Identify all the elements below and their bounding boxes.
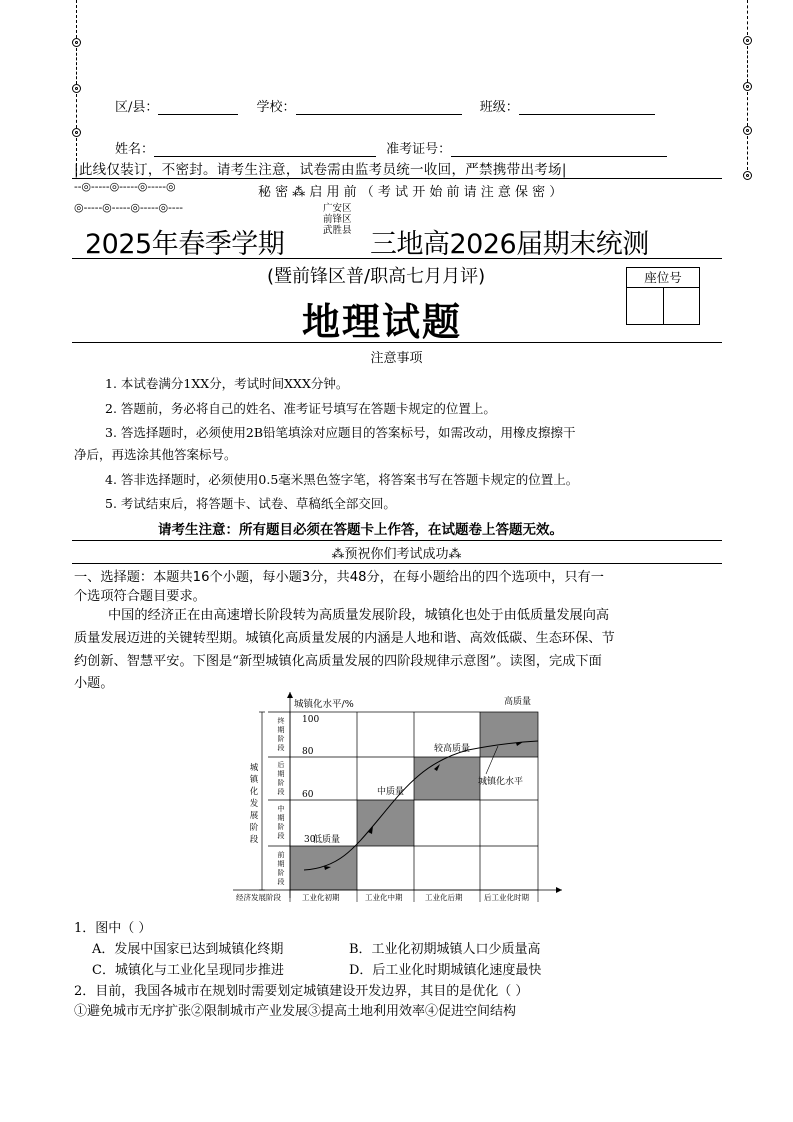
name-field[interactable] (154, 142, 376, 157)
notice-item-3: 3. 答选择题时，必须使用2B铅笔填涂对应题目的答案标号，如需改动，用橡皮擦擦干 (105, 425, 576, 440)
binding-line (72, 178, 722, 179)
seat-number-label: 座位号 (627, 268, 699, 288)
good-luck-line: ⁂预祝你们考试成功⁂ (331, 547, 462, 562)
curve-label: 城镇化水平 (478, 777, 524, 787)
notice-heading: 注意事项 (370, 351, 423, 366)
subject-title: 地理试题 (302, 300, 463, 344)
x-stage-3: 工业化后期 (425, 893, 463, 902)
y-tick-60: 60 (302, 790, 314, 800)
x-stage-2: 工业化中期 (365, 893, 403, 902)
question-1-stem: 1．图中（ ） (74, 921, 152, 936)
x-axis-title: 经济发展阶段 (236, 893, 281, 902)
passage-line-1: 中国的经济正在由高速增长阶段转为高质量发展阶段，城镇化也处于由低质量发展向高 (108, 608, 610, 623)
cell-low-quality (290, 846, 357, 890)
confidential-notice: 秘 密 ⁂ 启 用 前 （ 考 试 开 始 前 请 注 意 保 密 ） (258, 185, 563, 200)
notice-item-2: 2. 答题前，务必将自己的姓名、准考证号填写在答题卡规定的位置上。 (105, 401, 496, 416)
passage-line-4: 小题。 (74, 676, 114, 691)
chain-decoration-1: --◎-----◎-----◎-----◎ (74, 180, 176, 193)
x-axis-arrow (556, 887, 562, 893)
y-stage-middle: 中期阶段 (277, 805, 285, 840)
school-label: 学校： (256, 100, 296, 115)
seat-number-divider (663, 287, 664, 325)
y-tick-30: 30 (304, 835, 316, 845)
section-top-rule (72, 563, 722, 564)
exam-title-right: 三地高2026届期末统测 (370, 229, 649, 260)
title-rule (72, 258, 722, 259)
district-list (323, 203, 352, 236)
question-2-statements: ①避免城市无序扩张②限制城市产业发展③提高土地利用效率④促进空间结构 (74, 1004, 517, 1019)
x-stage-4: 后工业化时期 (484, 893, 529, 902)
class-field[interactable] (519, 100, 655, 115)
passage-line-3: 约创新、智慧平安。下图是“新型城镇化高质量发展的四阶段规律示意图”。读图，完成下面 (74, 654, 602, 669)
y-tick-80: 80 (302, 747, 314, 757)
y-axis-label: 城镇化水平/% (294, 699, 354, 710)
class-label: 班级： (479, 100, 519, 115)
notice-top-rule (72, 342, 722, 343)
cell-higher-quality (414, 757, 480, 800)
seat-number-box (626, 267, 700, 325)
chain-decoration-2: ◎-----◎-----◎-----◎---- (74, 201, 184, 214)
label-low-quality: 低质量 (313, 835, 341, 845)
y-stage-final: 终期阶段 (277, 717, 285, 752)
student-info-row2 (115, 138, 667, 157)
district-field[interactable] (158, 100, 238, 115)
district-3: 武胜县 (323, 225, 352, 236)
section-heading-line1: 一、选择题：本题共16个小题，每小题3分，共48分，在每小题给出的四个选项中，只有一 (74, 570, 604, 585)
label-high-quality: 高质量 (504, 697, 532, 707)
notice-item-1: 1. 本试卷满分1XX分，考试时间XXX分钟。 (105, 376, 349, 391)
name-label: 姓名： (115, 142, 155, 157)
cell-mid-quality (357, 800, 414, 846)
binding-warning: |此线仅装订，不密封。请考生注意，试卷需由监考员统一收回，严禁携带出考场| (74, 162, 567, 178)
notice-item-5: 5. 考试结束后，将答题卡、试卷、草稿纸全部交回。 (105, 496, 396, 511)
passage-line-2: 质量发展迈进的关键转型期。城镇化高质量发展的内涵是人地和谐、高效低碳、生态环保、节 (74, 631, 615, 646)
question-1-option-a[interactable]: A．发展中国家已达到城镇化终期 (92, 942, 284, 957)
notice-item-4: 4. 答非选择题时，必须使用0.5毫米黑色签字笔，将答案书写在答题卡规定的位置上。 (105, 472, 579, 487)
label-mid-quality: 中质量 (377, 787, 405, 797)
y-axis-arrow (287, 692, 293, 698)
question-1-option-c[interactable]: C．城镇化与工业化呈现同步推进 (92, 963, 284, 978)
y-stage-late: 后期阶段 (277, 761, 285, 796)
notice-bottom-rule (72, 540, 722, 541)
cell-high-quality (480, 712, 538, 757)
exam-subtitle: (暨前锋区普/职高七月月评) (267, 266, 486, 287)
district-label: 区/县： (115, 100, 159, 115)
label-higher-quality: 较高质量 (434, 744, 471, 754)
exam-number-label: 准考证号： (386, 142, 452, 157)
section-heading-line2: 个选项符合题目要求。 (74, 589, 206, 604)
district-1: 广安区 (323, 203, 352, 214)
exam-title-left: 2025年春季学期 (85, 229, 285, 260)
x-stage-1: 工业化初期 (302, 893, 340, 902)
question-1-option-b[interactable]: B．工业化初期城镇人口少质量高 (349, 942, 541, 957)
answer-sheet-note: 请考生注意：所有题目必须在答题卡上作答，在试题卷上答题无效。 (158, 522, 563, 538)
student-info-row1 (115, 96, 655, 115)
notice-item-3-cont: 净后，再选涂其他答案标号。 (74, 447, 237, 462)
school-field[interactable] (296, 100, 462, 115)
question-2-stem: 2．目前，我国各城市在规划时需要划定城镇建设开发边界，其目的是优化（ ） (74, 984, 529, 999)
y-stage-early: 前期阶段 (277, 851, 285, 886)
district-2: 前锋区 (323, 214, 352, 225)
y-axis-stage-title: 城镇化发展阶段 (249, 763, 259, 845)
question-1-option-d[interactable]: D．后工业化时期城镇化速度最快 (349, 963, 542, 978)
y-tick-100: 100 (302, 715, 320, 725)
urbanization-stage-diagram (228, 690, 568, 906)
exam-number-field[interactable] (451, 142, 667, 157)
